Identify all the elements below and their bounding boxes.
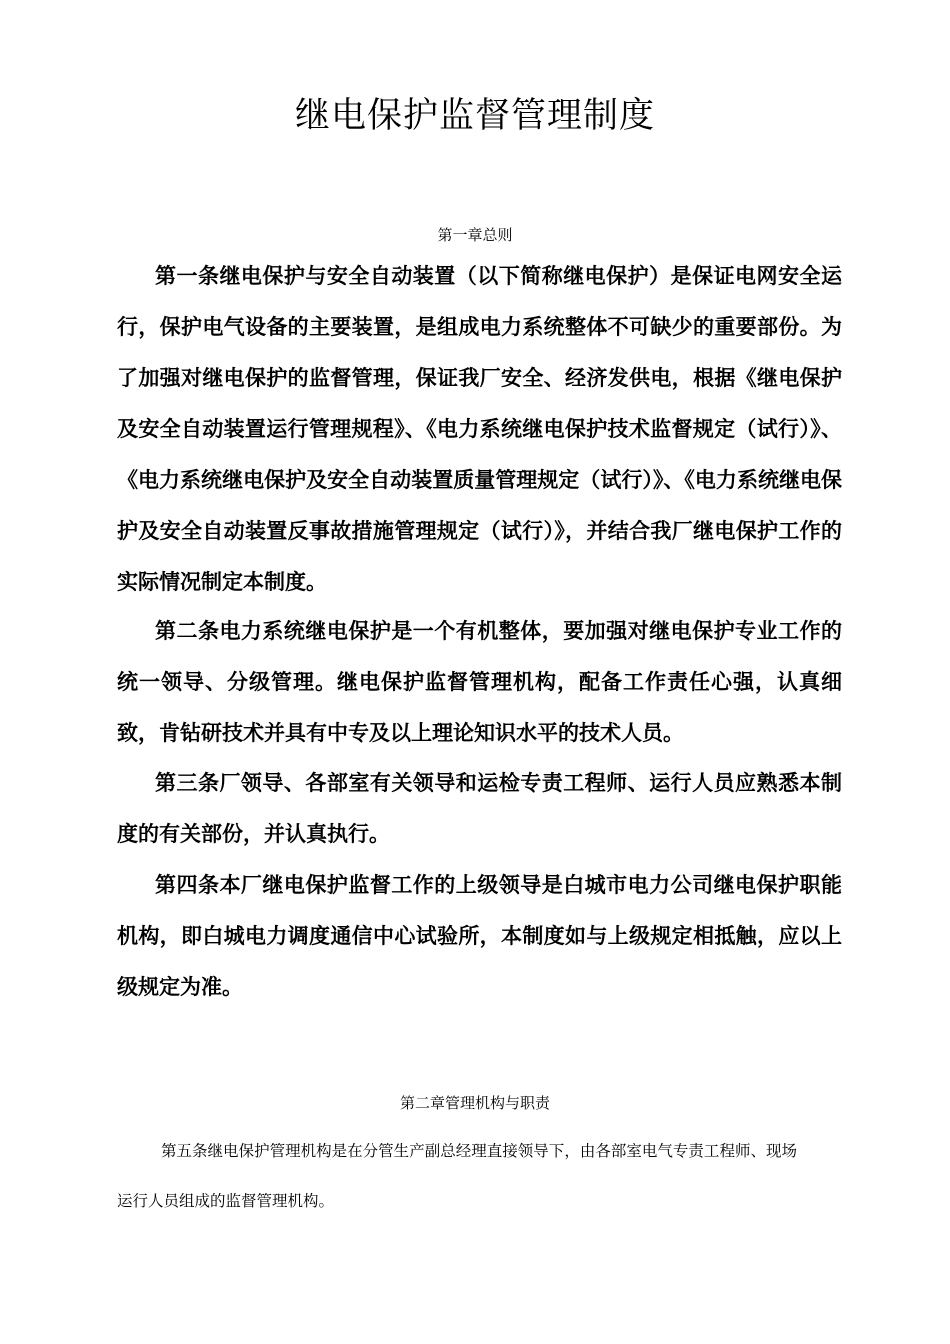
- article-2: 第二条电力系统继电保护是一个有机整体，要加强对继电保护专业工作的统一领导、分级管理。继电保护监督管理机构，配备工作责任心强，认真细致，肯钻研技术并具有中专及以上理论知识水平的技术人员。: [117, 619, 842, 745]
- chapter-1-heading: 第一章总则: [437, 226, 513, 244]
- chapter-2-heading: 第二章管理机构与职责: [399, 1094, 550, 1112]
- article-4: 第四条本厂继电保护监督工作的上级领导是白城市电力公司继电保护职能机构，即白城电力调度通信中心试验所，本制度如与上级规定相抵触，应以上级规定为准。: [117, 873, 842, 999]
- article-5: 第五条继电保护管理机构是在分管生产副总经理直接领导下，由各部室电气专责工程师、现场运行人员组成的监督管理机构。: [117, 1142, 797, 1210]
- document-title: 继电保护监督管理制度: [294, 96, 655, 136]
- article-3: 第三条厂领导、各部室有关领导和运检专责工程师、运行人员应熟悉本制度的有关部份，并认真执行。: [117, 771, 842, 846]
- article-1: 第一条继电保护与安全自动装置（以下简称继电保护）是保证电网安全运行，保护电气设备的主要装置，是组成电力系统整体不可缺少的重要部份。为了加强对继电保护的监督管理，保证我厂安全、经济发供电，根据《继电保护及安全自动装置运行管理规程》、《电力系统继电保护技术监督规定（试行）》、《电力系统继电保护及安全自动装置质量管理规定（试行）》、《电力系统继电保护及安全自动装置反事故措施管理规定（试行）》，并结合我厂继电保护工作的实际情况制定本制度。: [117, 264, 842, 594]
